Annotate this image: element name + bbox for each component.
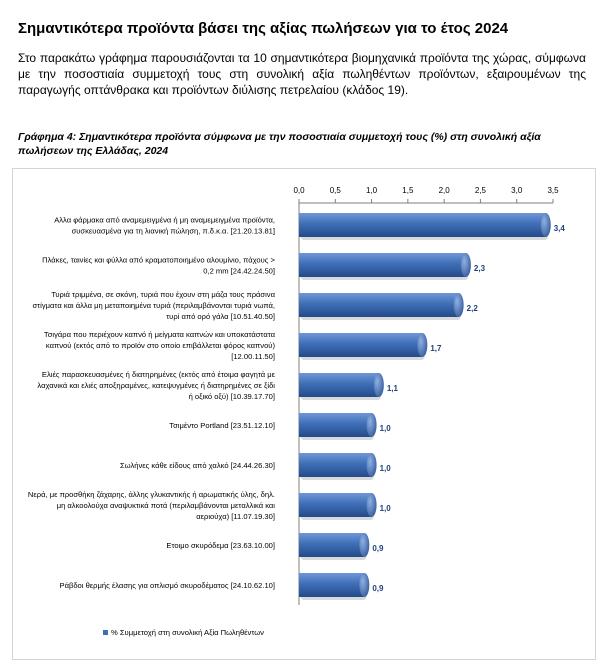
- category-label: ή οξικό οξύ) [10.39.17.70]: [188, 392, 275, 401]
- category-label: μη αλκοολούχα αναψυκτικά ποτά (περιλαμβάνονται μεταλλικά και: [56, 501, 275, 510]
- bar-end-cap: [367, 453, 377, 477]
- value-label: 1,1: [386, 384, 398, 393]
- legend-label: % Συμμετοχή στη συνολική Αξία Πωληθέντων: [111, 628, 264, 637]
- x-tick-label: 0,0: [293, 186, 305, 195]
- value-label: 0,9: [372, 544, 384, 553]
- value-label: 1,0: [379, 504, 391, 513]
- page-heading: Σημαντικότερα προϊόντα βάσει της αξίας πωλήσεων για το έτος 2024: [18, 20, 509, 37]
- x-tick-label: 3,5: [547, 186, 559, 195]
- legend-swatch: [103, 630, 108, 635]
- bar: [299, 293, 459, 317]
- intro-paragraph: Στο παρακάτω γράφημα παρουσιάζονται τα 10 σημαντικότερα βιομηχανικά προϊόντα της χώρας, σύμφωνα με την ποσοστιαία συμμετοχή τους στη συνολική αξία πωληθέντων προϊόντων, εξαιρουμένων της παραγωγής οπτάνθρακα και προϊόντων διύλισης πετρελαίου (κλάδος 19).: [18, 51, 586, 97]
- chart-caption: Γράφημα 4: Σημαντικότερα προϊόντα σύμφωνα με την ποσοστιαία συμμετοχή τους (%) στη συνολική αξία πωλήσεων της Ελλάδας, 2024: [18, 131, 541, 157]
- x-tick-label: 2,0: [438, 186, 450, 195]
- category-label: καπνού (εκτός από το προϊόν στο οποίο επιβάλλεται φόρος καπνού): [45, 341, 275, 350]
- value-label: 1,7: [430, 344, 442, 353]
- category-label: λαχανικά και ελιές αποξηραμένες, κατεψυγμένες ή διατηρημένες σε ξίδι: [37, 381, 275, 390]
- category-label: αεριούχα) [11.07.19.30]: [196, 512, 275, 521]
- bar-end-cap: [374, 373, 384, 397]
- value-label: 2,3: [473, 264, 486, 273]
- category-label: 0,2 mm [24.42.24.50]: [203, 266, 275, 276]
- bar: [299, 213, 546, 237]
- category-label: Ελιές παρασκευασμένες ή διατηρημένες (εκτός από έτοιμα φαγητά με: [41, 370, 275, 379]
- category-label: Αλλα φάρμακα από αναμεμειγμένα ή μη αναμεμειγμένα προϊόντα,: [54, 215, 275, 225]
- category-label: συσκευασμένα για τη λιανική πώληση, π.δ.κ.α. [21.20.13.81]: [71, 226, 275, 236]
- value-label: 0,9: [372, 584, 384, 593]
- category-label: Νερά, με προσθήκη ζάχαρης, άλλης γλυκαντικής ή αρωματικής ύλης, δηλ.: [27, 490, 275, 499]
- category-label: Τυριά τριμμένα, σε σκόνη, τυριά που έχουν στη μάζα τους πράσινα: [51, 290, 275, 299]
- value-label: 2,2: [466, 304, 478, 313]
- bar-end-cap: [541, 213, 551, 237]
- bar-end-cap: [367, 493, 377, 517]
- bar-end-cap: [359, 573, 369, 597]
- chart-frame: [12, 168, 596, 660]
- bar-end-cap: [359, 533, 369, 557]
- bar: [299, 493, 372, 517]
- x-tick-label: 3,0: [511, 186, 523, 195]
- category-label: στίγματα και άλλα μη μεταποιημένα τυριά (περιλαμβάνονται τυριά νωπά,: [32, 301, 275, 310]
- x-tick-label: 0,5: [329, 186, 341, 195]
- bar: [299, 413, 372, 437]
- value-label: 1,0: [379, 464, 391, 473]
- category-label: Ετοιμο σκυρόδεμα [23.63.10.00]: [166, 541, 275, 550]
- category-label: τυρί από ορό γάλα [10.51.40.50]: [166, 312, 275, 321]
- bar-end-cap: [367, 413, 377, 437]
- bar: [299, 453, 372, 477]
- bar: [299, 333, 422, 357]
- bar: [299, 373, 379, 397]
- value-label: 3,4: [553, 224, 565, 233]
- category-label: Τσιγάρα που περιέχουν καπνό ή μείγματα καπνών και υποκατάστατα: [43, 330, 275, 339]
- bar-end-cap: [461, 253, 471, 277]
- x-tick-label: 1,0: [366, 186, 378, 195]
- bar-end-cap: [417, 333, 427, 357]
- bar-end-cap: [454, 293, 464, 317]
- bar: [299, 533, 364, 557]
- x-tick-label: 1,5: [402, 186, 414, 195]
- category-label: Σωλήνες κάθε είδους από χαλκό [24.44.26.30]: [119, 461, 275, 470]
- value-label: 1,0: [379, 424, 391, 433]
- bar: [299, 573, 364, 597]
- bar-chart: [13, 169, 595, 659]
- category-label: Τσιμέντο Portland [23.51.12.10]: [169, 421, 275, 430]
- category-label: [12.00.11.50]: [231, 352, 275, 361]
- category-label: Πλάκες, ταινίες και φύλλα από κραματοποιημένο αλουμίνιο, πάχους >: [42, 255, 275, 265]
- category-label: Ράβδοι θερμής έλασης για οπλισμό σκυροδέματος [24.10.62.10]: [59, 581, 275, 590]
- bar: [299, 253, 466, 277]
- x-tick-label: 2,5: [474, 186, 486, 195]
